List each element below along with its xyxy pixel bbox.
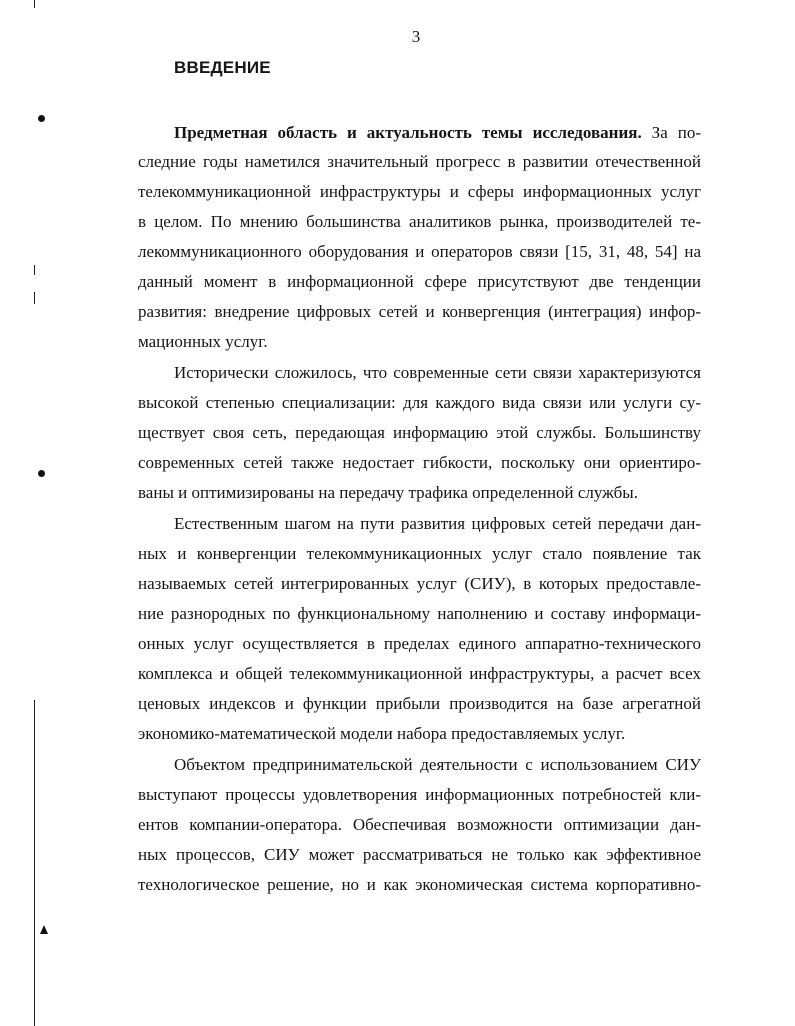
paragraph-line: мационных услуг. — [138, 332, 268, 351]
paragraph-line: ных процессов, СИУ может рассматриваться не только как эффективное — [138, 845, 701, 864]
paragraph-line: следние годы наметился значительный прогресс в развитии отечественной — [138, 152, 701, 171]
paragraph-line: современных сетей также недостает гибкости, поскольку они ориентиро- — [138, 453, 701, 472]
scan-margin-line — [34, 700, 35, 1026]
paragraph-line: лекоммуникационного оборудования и операторов связи [15, 31, 48, 54] на — [138, 242, 701, 261]
paragraph-line — [174, 123, 701, 143]
paragraph-line: ществует своя сеть, передающая информацию этой службы. Большинству — [138, 423, 701, 442]
hole-punch-dot — [38, 115, 45, 122]
hole-punch-dot — [38, 470, 45, 477]
paragraph-line: в целом. По мнению большинства аналитиков рынка, производителей те- — [138, 212, 701, 231]
paragraph-line: называемых сетей интегрированных услуг (СИУ), в которых предоставле- — [138, 574, 701, 593]
paragraph-line: ных и конвергенции телекоммуникационных услуг стало появление так — [138, 544, 701, 563]
paragraph-line: развития: внедрение цифровых сетей и конвергенция (интеграция) инфор- — [138, 302, 701, 321]
paragraph-lead: Предметная область и актуальность темы исследования. — [174, 123, 642, 142]
scan-margin-line — [34, 265, 35, 275]
paragraph-line: Естественным шагом на пути развития цифровых сетей передачи дан- — [174, 514, 701, 533]
paragraph-line: онных услуг осуществляется в пределах единого аппаратно-технического — [138, 634, 701, 653]
paragraph-line: технологическое решение, но и как экономическая система корпоративно- — [138, 875, 701, 894]
paragraph-line: телекоммуникационной инфраструктуры и сферы информационных услуг — [138, 182, 701, 201]
paragraph-line: ентов компании-оператора. Обеспечивая возможности оптимизации дан- — [138, 815, 701, 834]
paragraph-lead-rest: За по- — [641, 123, 701, 142]
hole-punch-mark — [40, 925, 48, 934]
paragraph-line: высокой степенью специализации: для каждого вида связи или услуги су- — [138, 393, 701, 412]
paragraph-line: данный момент в информационной сфере присутствуют две тенденции — [138, 272, 701, 291]
paragraph-line: экономико-математической модели набора предоставляемых услуг. — [138, 724, 626, 743]
paragraph-line: ние разнородных по функциональному наполнению и составу информаци- — [138, 604, 701, 623]
paragraph-line: Исторически сложилось, что современные сети связи характеризуются — [174, 363, 701, 382]
scan-margin-line — [34, 292, 35, 304]
scan-margin-line — [34, 0, 35, 8]
paragraph-line: комплекса и общей телекоммуникационной инфраструктуры, а расчет всех — [138, 664, 701, 683]
page-heading: ВВЕДЕНИЕ — [174, 58, 271, 77]
paragraph-line: Объектом предпринимательской деятельности с использованием СИУ — [174, 755, 701, 774]
page-number: 3 — [411, 27, 421, 46]
paragraph-line: ваны и оптимизированы на передачу трафика определенной службы. — [138, 483, 638, 502]
paragraph-line: ценовых индексов и функции прибыли производится на базе агрегатной — [138, 694, 701, 713]
paragraph-line: выступают процессы удовлетворения информационных потребностей кли- — [138, 785, 701, 804]
